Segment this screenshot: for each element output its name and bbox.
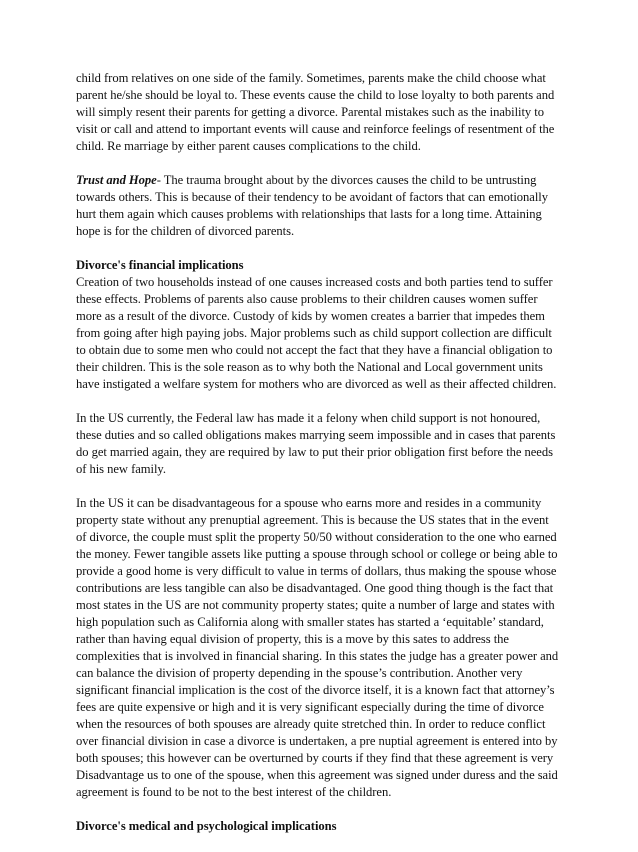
document-page <box>76 70 562 852</box>
trust-and-hope-lead: Trust and Hope <box>76 173 157 187</box>
paragraph-federal-law: In the US currently, the Federal law has made it a felony when child support is not honoured, these duties and so called obligations makes marrying seem impossible and in cases that parents do get married again, they are required by law to put their prior obligation first before the needs of his new family. <box>76 411 556 476</box>
section-medical <box>76 818 562 835</box>
paragraph-loyalty: child from relatives on one side of the family. Sometimes, parents make the child choose what parent he/she should be loyal to. These events cause the child to lose loyalty to both parents and will simply resent their parents for getting a divorce. Parental mistakes such as the inability to visit or call and attend to important events will cause and reinforce feelings of resentment of the child. Re marriage by either parent causes complications to the child. <box>76 71 555 153</box>
section-financial <box>76 257 562 393</box>
trust-and-hope-body: - The trauma brought about by the divorces causes the child to be untrusting towards others. This is because of their tendency to be avoidant of factors that can emotionally hurt them again which causes problems with relationships that lasts for a long time. Attaining hope is for the children of divorced parents. <box>76 173 548 238</box>
paragraph-households: Creation of two households instead of one causes increased costs and both parties tend to suffer these effects. Problems of parents also cause problems to their children causes women suffer more as a result of the divorce. Custody of kids by women creates a barrier that impedes them from going after high paying jobs. Major problems such as child support collection are difficult to obtain due to some men who could not accept the fact that they have a financial obligation to their children. This is the sole reason as to why both the National and Local government units have instigated a welfare system for mothers who are divorced as well as their affected children. <box>76 275 557 391</box>
heading-financial-implications: Divorce's financial implications <box>76 258 244 272</box>
paragraph-trust-and-hope <box>76 172 562 240</box>
paragraph-community-property: In the US it can be disadvantageous for a spouse who earns more and resides in a community property state without any prenuptial agreement. This is because the US states that in the event of divorce, the couple must split the property 50/50 without consideration to the one who earned the money. Fewer tangible assets like putting a spouse through school or college or being able to provide a good home is very difficult to value in terms of dollars, thus making the spouse whose contributions are less tangible can also be disadvantaged. One good thing though is the fact that most states in the US are not community property states; quite a number of large and states with high population such as California along with smaller states has started a ‘equitable’ standard, rather than having equal division of property, this is a move by this sates to address the complexities that is involved in financial sharing. In this states the judge has a greater power and can balance the division of property depending in the spouse’s contribution. Another very significant financial implication is the cost of the divorce itself, it is a known fact that attorney’s fees are quite expensive or high and it is very significant especially during the time of divorce when the resources of both spouses are already quite stretched thin. In order to reduce conflict over financial division in case a divorce is undertaken, a pre nuptial agreement is entered into by both spouses; this however can be overturned by courts if they find that these agreement is very Disadvantage us to one of the spouse, when this agreement was signed under duress and the said agreement is found to be not to the best interest of the children. <box>76 496 559 799</box>
heading-medical-implications: Divorce's medical and psychological implications <box>76 819 337 833</box>
